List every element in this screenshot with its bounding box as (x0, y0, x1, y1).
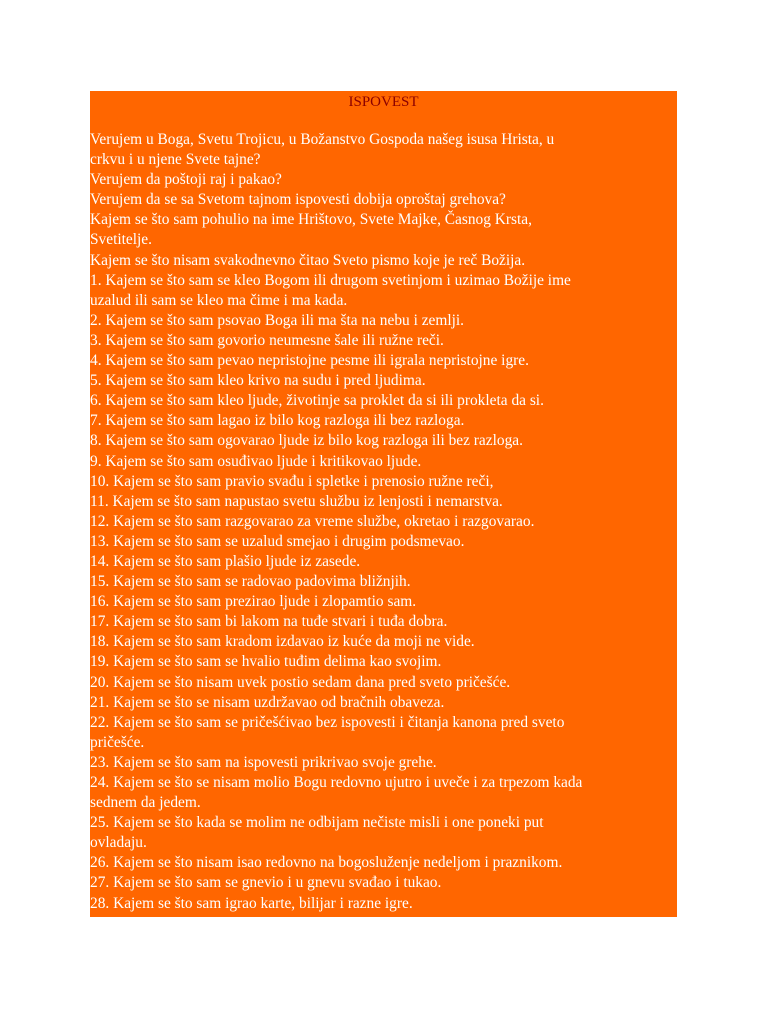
text-line: 23. Kajem se što sam na ispovesti prikrivao svoje grehe. (90, 753, 437, 771)
text-line: 4. Kajem se što sam pevao nepristojne pesme ili igrala nepristojne igre. (90, 352, 529, 370)
text-line: 27. Kajem se što sam se gnevio i u gnevu svađao i tukao. (90, 874, 442, 892)
text-line: crkvu i u njene Svete tajne? (90, 151, 261, 169)
text-line: Kajem se što nisam svakodnevno čitao Sveto pismo koje je reč Božija. (90, 251, 526, 269)
text-line: 8. Kajem se što sam ogovarao ljude iz bilo kog razloga ili bez razloga. (90, 432, 523, 450)
text-line: 12. Kajem se što sam razgovarao za vreme službe, okretao i razgovarao. (90, 512, 535, 530)
text-line: 17. Kajem se što sam bi lakom na tuđe stvari i tuđa dobra. (90, 613, 448, 631)
text-line: 28. Kajem se što sam igrao karte, bilijar i razne igre. (90, 894, 413, 912)
text-line: Verujem da se sa Svetom tajnom ispovesti dobija oproštaj grehova? (90, 191, 506, 209)
text-line: 26. Kajem se što nisam isao redovno na bogosluženje nedeljom i praznikom. (90, 854, 563, 872)
text-line: 19. Kajem se što sam se hvalio tuđim delima kao svojim. (90, 653, 442, 671)
text-line: Kajem se što sam pohulio na ime Hrištovo, Svete Majke, Časnog Krsta, (90, 211, 532, 229)
text-line: 14. Kajem se što sam plašio ljude iz zasede. (90, 552, 361, 570)
text-line: Verujem da poštoji raj i pakao? (90, 171, 282, 189)
text-line: uzalud ili sam se kleo ma čime i ma kada. (90, 291, 348, 309)
text-line: 2. Kajem se što sam psovao Boga ili ma šta na nebu i zemlji. (90, 311, 465, 329)
text-line: 16. Kajem se što sam prezirao ljude i zlopamtio sam. (90, 593, 417, 611)
text-line: 24. Kajem se što se nisam molio Bogu redovno ujutro i uveče i za trpezom kada (90, 774, 583, 791)
text-line: Svetitelje. (90, 231, 152, 249)
text-line: 25. Kajem se što kada se molim ne odbijam nečiste misli i one poneki put (90, 814, 544, 832)
text-line: Verujem u Boga, Svetu Trojicu, u Božanstvo Gospoda našeg isusa Hrista, u (90, 131, 555, 148)
document-title: ISPOVEST (348, 94, 419, 110)
text-line: 9. Kajem se što sam osuđivao ljude i kritikovao ljude. (90, 452, 422, 470)
text-line: 20. Kajem se što nisam uvek postio sedam dana pred sveto pričešće. (90, 673, 511, 691)
document-body (90, 130, 677, 914)
document-panel (90, 91, 677, 917)
text-line: sednem da jedem. (90, 794, 201, 812)
text-line: 18. Kajem se što sam kradom izdavao iz kuće da moji ne vide. (90, 633, 475, 651)
text-line: 22. Kajem se što sam se pričešćivao bez ispovesti i čitanja kanona pred sveto (90, 713, 565, 731)
text-line: 6. Kajem se što sam kleo ljude, životinje sa proklet da si ili prokleta da si. (90, 392, 544, 410)
text-line: 7. Kajem se što sam lagao iz bilo kog razloga ili bez razloga. (90, 412, 465, 430)
text-line: 10. Kajem se što sam pravio svađu i spletke i prenosio ružne reči, (90, 472, 494, 490)
text-line: 5. Kajem se što sam kleo krivo na sudu i pred ljudima. (90, 372, 426, 390)
text-line: 3. Kajem se što sam govorio neumesne šale ili ružne reči. (90, 331, 444, 349)
text-line: 11. Kajem se što sam napustao svetu službu iz lenjosti i nemarstva. (90, 492, 503, 510)
text-line: 1. Kajem se što sam se kleo Bogom ili drugom svetinjom i uzimao Božije ime (90, 271, 571, 289)
text-line: pričešće. (90, 733, 145, 751)
text-line: 13. Kajem se što sam se uzalud smejao i drugim podsmevao. (90, 532, 465, 550)
text-line: 21. Kajem se što se nisam uzdržavao od bračnih obaveza. (90, 693, 445, 711)
text-line: ovladaju. (90, 834, 147, 852)
text-line: 15. Kajem se što sam se radovao padovima bližnjih. (90, 573, 411, 591)
